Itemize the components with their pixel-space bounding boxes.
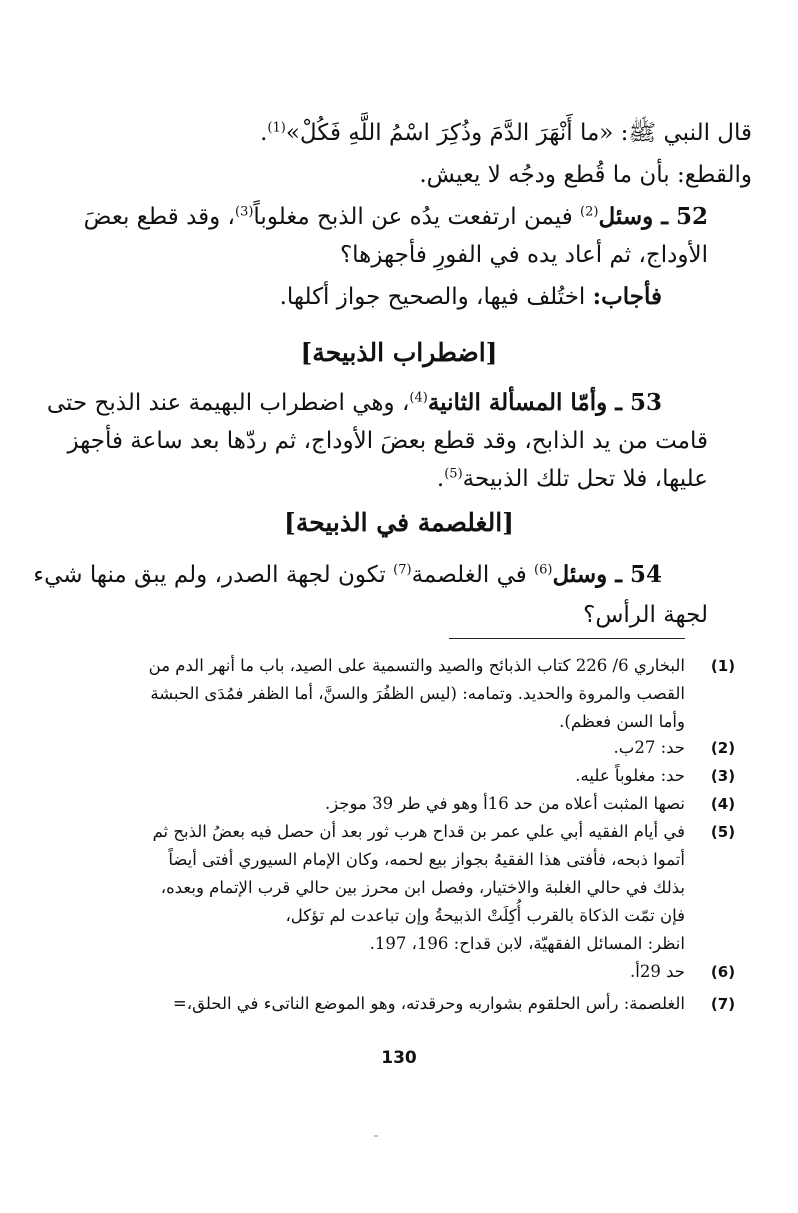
footnote-ref-5: (5) xyxy=(444,466,463,482)
footnote-line: الغلصمة: رأس الحلقوم بشواربه وحرقدته، وهو الموضع الناتىء في الحلق،= xyxy=(172,994,685,1013)
footnote-line: حد: 27ب. xyxy=(613,738,685,757)
footnote-line: فإن تمّت الذكاة بالقرب أُكِلَتْ الذبيحةُ وإن تباعدت لم تؤكل، xyxy=(285,906,685,925)
question-52-label: 52 ـ وسئل xyxy=(598,203,708,230)
footnote-line: نصها المثبت أعلاه من حد 16أ وهو في طر 39 موجز. xyxy=(324,794,685,813)
footnote-number: (3) xyxy=(710,767,736,785)
footnote-number: (4) xyxy=(710,795,736,813)
question-54-label: 54 ـ وسئل xyxy=(552,561,662,588)
footnote-number: (2) xyxy=(710,739,736,757)
footnote-ref-7: (7) xyxy=(393,562,412,578)
answer-label: فأجاب: xyxy=(592,283,662,310)
question-52-line-2 xyxy=(340,236,708,274)
para-53-line-1 xyxy=(47,384,662,422)
para-53-line-3 xyxy=(437,460,708,498)
punct: . xyxy=(260,120,268,146)
para-53-continuation: قامت من يد الذابح، وقد قطع بعضَ الأوداج، ثم ردّها بعد ساعة فأجهز xyxy=(67,428,708,454)
footnote-3 xyxy=(95,762,736,790)
footnote-1 xyxy=(95,652,736,736)
question-52-continuation: الأوداج، ثم أعاد يده في الفورِ فأجهزها؟ xyxy=(339,242,708,268)
footnote-ref-6: (6) xyxy=(534,562,553,578)
question-54-continuation: لجهة الرأس؟ xyxy=(583,602,708,628)
section-heading-1: [اضطراب الذبيحة] xyxy=(300,338,498,367)
footnote-line: القصب والمروة والحديد. وتمامه: (ليس الظفُرَ والسنَّ، أما الظفر فمُدَى الحبشة xyxy=(150,684,685,703)
section-heading-2: [الغلصمة في الذبيحة] xyxy=(283,508,515,537)
footnote-2 xyxy=(95,734,736,762)
question-54-text: في الغلصمة xyxy=(411,562,535,588)
answer-text: اختُلف فيها، والصحيح جواز أكلها. xyxy=(279,284,593,310)
answer-line xyxy=(280,278,662,316)
footnote-line: أتموا ذبحه، فأفتى هذا الفقيهُ بجواز بيع لحمه، وكان الإمام السيوري أفتى أيضاً xyxy=(168,850,685,869)
footnote-4 xyxy=(95,790,736,818)
footnote-separator xyxy=(449,638,685,639)
footnote-line: وأما السن فعظم). xyxy=(559,712,685,731)
footnote-line: حد: مغلوباً عليه. xyxy=(575,766,685,785)
footnote-6 xyxy=(95,958,736,986)
question-54-text-end: تكون لجهة الصدر، ولم يبق منها شيء xyxy=(33,562,394,588)
footnote-number: (6) xyxy=(710,963,736,981)
footnote-7 xyxy=(95,990,736,1018)
cutting-definition: والقطع: بأن ما قُطع ودجُه لا يعيش. xyxy=(419,162,752,188)
footnote-ref-4: (4) xyxy=(409,390,428,406)
question-52-text: فيمن ارتفعت يدُه عن الذبح مغلوباً xyxy=(253,204,581,230)
footnote-number: (5) xyxy=(710,823,736,841)
footnote-number: (7) xyxy=(710,995,736,1013)
footnote-line: انظر: المسائل الفقهيّة، لابن قداح: 196، 197. xyxy=(369,934,685,953)
question-52-text-end: ، وقد قطع بعضَ xyxy=(83,204,235,230)
footnote-ref-1: (1) xyxy=(267,120,286,136)
para-53-label: 53 ـ وأمّا المسألة الثانية xyxy=(427,389,662,416)
footnote-ref-3: (3) xyxy=(234,204,254,220)
footnote-line: في أيام الفقيه أبي علي عمر بن قداح هرب ثور بعد أن حصل فيه بعضُ الذبح ثم xyxy=(152,822,685,841)
text-line-1 xyxy=(260,114,752,152)
footnote-5 xyxy=(95,818,736,958)
question-52-line-1 xyxy=(84,198,708,236)
question-54-line-1 xyxy=(33,556,662,594)
para-53-line-2 xyxy=(67,422,708,460)
question-54-line-2 xyxy=(583,596,708,634)
scan-mark xyxy=(374,1135,378,1137)
footnote-line: حد 29أ. xyxy=(630,962,685,981)
para-53-text: ، وهي اضطراب البهيمة عند الذبح حتى xyxy=(46,390,410,416)
para-53-end: عليها، فلا تحل تلك الذبيحة xyxy=(462,466,708,492)
footnote-line: بذلك في حالي الغلبة والاختيار، وفصل ابن محرز بين حالي قرب الإتمام وبعده، xyxy=(160,878,685,897)
page-number: 130 xyxy=(381,1048,417,1068)
footnote-line: البخاري 6/ 226 كتاب الذبائح والصيد والتسمية على الصيد، باب ما أنهر الدم من xyxy=(148,656,685,675)
footnote-ref-2: (2) xyxy=(580,204,599,220)
text-line-2 xyxy=(419,156,752,194)
punct: . xyxy=(436,466,445,492)
footnote-number: (1) xyxy=(710,657,736,675)
hadith-text: قال النبي ﷺ: «ما أَنْهَرَ الدَّمَ وذُكِرَ اسْمُ اللَّهِ فَكُلْ» xyxy=(285,120,752,146)
